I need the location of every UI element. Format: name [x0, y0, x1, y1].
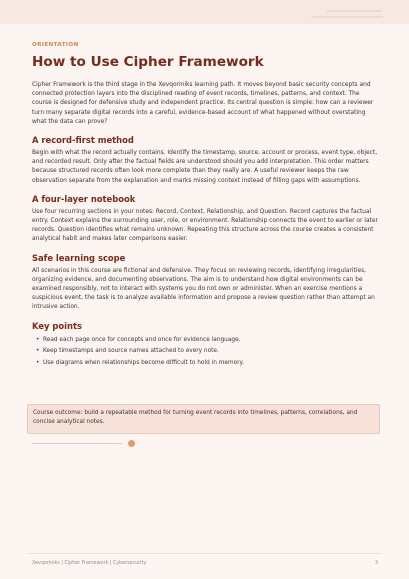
page-title: How to Use Cipher Framework [32, 54, 264, 70]
intro-paragraph: Cipher Framework is the third stage in the Xevqoriniks learning path. It moves beyond basic security concepts and connected protection layers into the disciplined reading of event records, timelines, patterns, and context. The course is designed for defensive study and independent practice. Its central question is simple: how can a reviewer turn many separate digital records into a careful, evidence-based account of what happened without overstating what the data can prove? [32, 82, 374, 125]
list-item: • Use diagrams when relationships become difficult to hold in memory. [36, 358, 379, 370]
section-heading: Safe learning scope [32, 252, 126, 263]
list-item: • Keep timestamps and source names attached to every note. [36, 346, 379, 358]
header-decor-line [326, 10, 382, 12]
header-decor-line [311, 16, 383, 18]
top-band [0, 0, 409, 24]
section-body: All scenarios in this course are fictional and defensive. They focus on reviewing records, identifying irregularities, organizing evidence, and documenting observations. The aim is to understand how digital environments can be examined responsibly, not to interact with systems you do not own or administer. When an exercise mentions a suspicious event, the task is to analyze available information and propose a review question rather than attempt an intrusive action. [32, 267, 375, 311]
section-eyebrow: ORIENTATION [32, 42, 79, 48]
section-record-first [32, 135, 379, 186]
key-points-heading: Key points [32, 320, 82, 331]
divider-dot [128, 440, 135, 447]
section-body: Begin with what the record actually contains. Identify the timestamp, source, account or process, event type, object, and recorded result. Only after the factual fields are understood should you add interpretation. This order matters because structured records often look more complete than they really are. A useful reviewer keeps the raw observation separate from the explanation and marks missing context instead of filling gaps with assumptions. [32, 150, 378, 184]
section-body: Use four recurring sections in your notes: Record, Context, Relationship, and Question. Record captures the factual entry. Context explains the surrounding user, role, or environment. Relationship connects the event to earlier or later records. Question identifies what remains unknown. Repeating this structure across the course creates a consistent analytical habit and makes later comparisons easier. [32, 208, 378, 243]
section-heading: A record-first method [32, 135, 134, 146]
divider [32, 443, 122, 444]
key-points [32, 321, 379, 370]
section-heading: A four-layer notebook [32, 193, 136, 204]
course-outcome-callout [27, 404, 380, 434]
footer-text: Xevqoriniks | Cipher Framework | Cybersecurity [32, 561, 147, 566]
course-outcome-text: Course outcome: build a repeatable method for turning event records into timelines, patterns, correlations, and concise analytical notes. [33, 410, 358, 425]
footer-rule [27, 553, 382, 554]
key-points-list [32, 335, 379, 370]
section-four-layer [32, 194, 379, 245]
list-item: • Read each page once for concepts and once for evidence language. [36, 335, 379, 347]
page-content [32, 42, 379, 370]
page-number: 3 [374, 561, 378, 566]
section-safe-scope [32, 253, 379, 313]
